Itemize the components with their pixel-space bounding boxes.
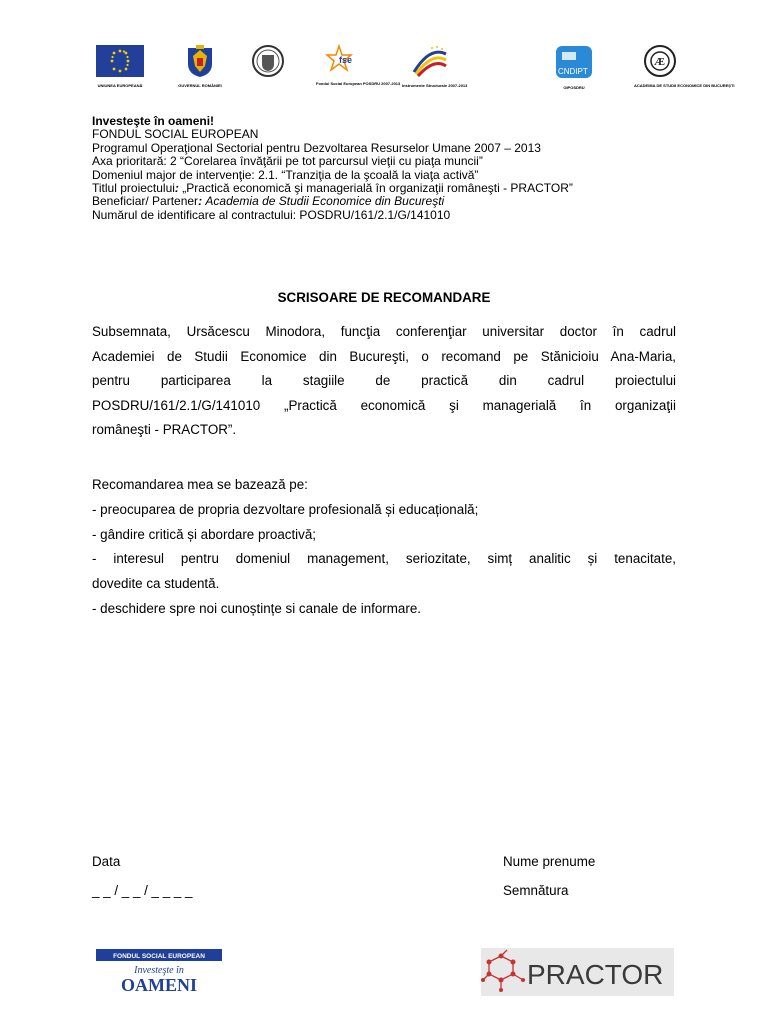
government-logo <box>170 44 230 88</box>
contract-number: Numărul de identificare al contractului: POSDRU/161/2.1/G/141010 <box>92 207 451 222</box>
program-name: Programul Operaţional Sectorial pentru Dezvoltarea Resurselor Umane 2007 – 2013 <box>92 140 541 155</box>
body-line: pentru participarea la stagiile de practică din cadrul proiectului <box>92 373 676 388</box>
letter-title: SCRISOARE DE RECOMANDARE <box>277 290 491 305</box>
fse-footer-logo <box>96 949 222 994</box>
basis-point: - preocuparea de propria dezvoltare profesională și educațională; <box>92 501 479 517</box>
practor-footer-logo <box>481 948 674 996</box>
date-placeholder: _ _ / _ _ / _ _ _ _ <box>92 883 193 898</box>
project-title-value: „Practică economică şi managerială în organizaţii româneşti - PRACTOR” <box>182 181 573 196</box>
fse-big-text: OAMENI <box>121 975 197 994</box>
signature-block <box>503 847 595 905</box>
structural-instruments-icon <box>410 44 450 78</box>
letter-body <box>92 320 676 443</box>
invest-in-people-logo <box>96 949 222 994</box>
logo-caption: ACADEMIA DE STUDII ECONOMICE DIN BUCUREȘTI <box>634 83 735 88</box>
ase-logo <box>634 44 735 88</box>
intervention-domain: Domeniul major de intervenţie: 2.1. “Tranziţia de la şcoală la viaţa activă” <box>92 167 479 182</box>
beneficiary-label: Beneficiar/ Partener <box>92 194 199 209</box>
priority-axis: Axa prioritară: 2 “Corelarea învăţării pe tot parcursul vieţii cu piaţa muncii” <box>92 154 483 169</box>
slogan: Investeşte în oameni! <box>92 114 215 128</box>
fund-name: FONDUL SOCIAL EUROPEAN <box>92 127 259 142</box>
logo-caption: GUVERNUL ROMÂNIEI <box>178 83 222 88</box>
structural-instruments-logo <box>402 44 468 88</box>
project-header <box>92 115 573 222</box>
beneficiary-value: Academia de Studii Economice din Bucureşti <box>205 194 445 209</box>
practor-logo <box>481 948 674 996</box>
fse-top-text: FONDUL SOCIAL EUROPEAN <box>113 953 205 960</box>
fse-star-icon <box>325 44 359 76</box>
date-label: Data <box>92 854 121 869</box>
date-block <box>92 847 193 905</box>
logo-caption: Instrumente Structurale 2007-2013 <box>402 83 468 88</box>
basis-point-continuation: dovedite ca studentă. <box>92 576 220 592</box>
basis-intro: Recomandarea mea se bazează pe: <box>92 477 308 492</box>
beneficiary-line: Beneficiar/ Partener: Academia de Studii Economice din Bucureşti <box>92 194 445 209</box>
eu-logo <box>92 44 148 88</box>
svg-text:CNDIPT: CNDIPT <box>558 67 588 76</box>
romania-coat-of-arms-icon <box>185 44 215 78</box>
fse-mid-text: Investeşte în <box>134 965 184 976</box>
logo-caption: UNIUNEA EUROPEANĂ <box>97 83 143 88</box>
body-line: Subsemnata, Ursăcescu Minodora, funcţia conferenţiar universitar doctor în cadrul <box>92 324 676 339</box>
svg-text:fse: fse <box>339 55 353 65</box>
body-line: Academiei de Studii Economice din Bucureşti, o recomand pe Stănicioiu Ana-Maria, <box>92 348 676 364</box>
logo-caption: OIPOSDRU <box>563 85 585 90</box>
eu-flag-icon <box>95 44 145 78</box>
svg-text:Æ: Æ <box>654 56 665 68</box>
body-line-last: româneşti - PRACTOR”. <box>92 422 237 437</box>
ase-seal-icon <box>642 44 678 78</box>
ministry-seal-icon <box>251 44 285 78</box>
partner-logo-strip <box>90 44 735 114</box>
basis-point: - deschidere spre noi cunoștințe si canale de informare. <box>92 600 421 616</box>
recommendation-basis <box>92 473 676 622</box>
cndipt-icon <box>554 44 594 80</box>
name-label: Nume prenume <box>503 854 596 869</box>
project-title-label: Titlul proiectului <box>92 181 175 196</box>
logo-caption: Fondul Social European POSDRU 2007-2013 <box>316 81 401 86</box>
body-line: POSDRU/161/2.1/G/141010 „Practică economică şi managerială în organizaţii <box>92 397 676 413</box>
cndipt-logo <box>552 44 596 90</box>
ministry-logo <box>248 44 288 83</box>
basis-point: - interesul pentru domeniul management, seriozitate, simț analitic și tenacitate, <box>92 551 676 567</box>
practor-wordmark: PRACTOR <box>527 959 664 990</box>
basis-point: - gândire critică și abordare proactivă; <box>92 526 317 542</box>
project-title-line: Titlul proiectului: „Practică economică şi managerială în organizaţii româneşti - PRACTOR” <box>92 181 573 196</box>
signature-label: Semnătura <box>503 883 569 898</box>
fse-logo <box>316 44 401 86</box>
